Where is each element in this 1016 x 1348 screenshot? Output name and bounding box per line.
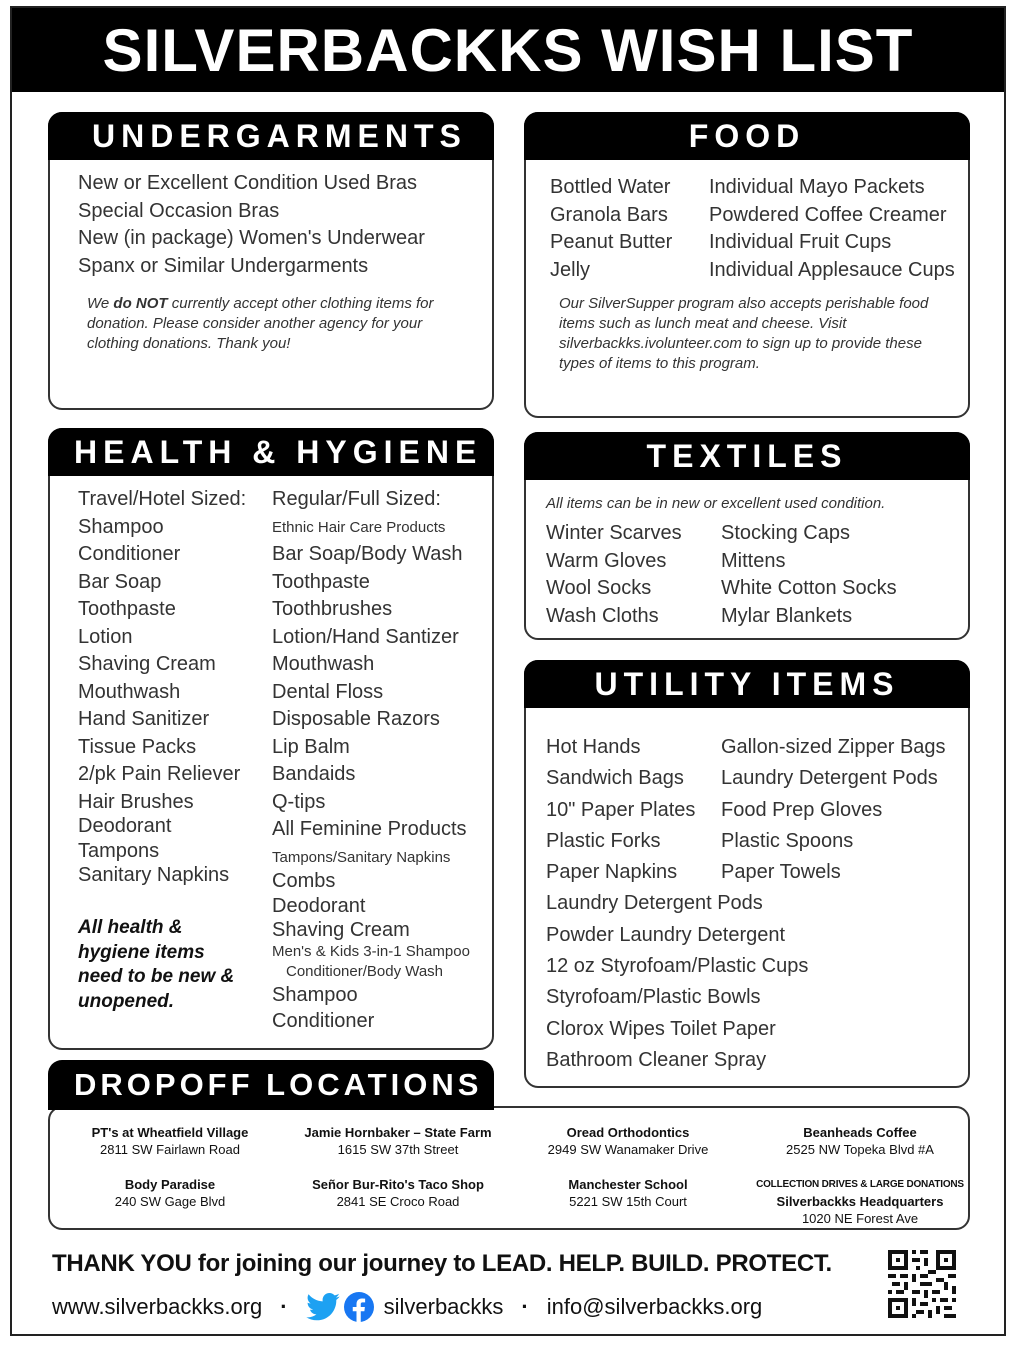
contact-line xyxy=(52,1292,762,1322)
list-item: Sandwich Bags xyxy=(546,767,684,790)
list-item: 10" Paper Plates xyxy=(546,798,696,821)
undergarments-list xyxy=(78,170,425,280)
list-item: Conditioner xyxy=(272,1009,375,1032)
list-item: Toothpaste xyxy=(78,598,176,620)
textiles-panel xyxy=(524,432,970,640)
list-item: Lotion xyxy=(78,625,133,648)
list-item: Wash Cloths xyxy=(546,604,659,627)
separator-dot: · xyxy=(521,1294,529,1319)
list-item: Ethnic Hair Care Products xyxy=(272,518,446,536)
list-item: Conditioner xyxy=(78,543,181,565)
list-item: Laundry Detergent Pods xyxy=(721,767,938,790)
list-item: Toothpaste xyxy=(272,570,370,593)
list-item: Winter Scarves xyxy=(546,522,682,544)
list-item: Stocking Caps xyxy=(721,522,850,544)
undergarments-heading: UNDERGARMENTS xyxy=(48,112,494,160)
website-link[interactable]: www.silverbackks.org xyxy=(52,1294,263,1319)
list-item: Deodorant xyxy=(78,815,172,837)
list-item: Powder Laundry Detergent xyxy=(546,923,786,946)
list-item: Shaving Cream xyxy=(78,653,216,675)
food-heading: FOOD xyxy=(524,112,970,160)
list-item: Laundry Detergent Pods xyxy=(546,892,763,915)
page-title: SILVERBACKKS WISH LIST xyxy=(12,8,1004,92)
list-item: Men's & Kids 3-in-1 Shampoo xyxy=(272,942,470,960)
list-item: Mylar Blankets xyxy=(721,604,853,627)
qr-code-icon[interactable] xyxy=(888,1250,956,1318)
health-panel xyxy=(48,428,494,1050)
health-col1 xyxy=(78,486,246,887)
social-handle[interactable]: silverbackks xyxy=(383,1294,504,1319)
list-item: White Cotton Socks xyxy=(721,577,897,599)
food-panel xyxy=(524,112,970,418)
location-item: Oread Orthodontics 2949 SW Wanamaker Drive xyxy=(547,1125,709,1157)
list-item: Tissue Packs xyxy=(78,735,197,758)
list-item: Disposable Razors xyxy=(272,708,440,730)
list-item: Paper Napkins xyxy=(546,861,678,884)
location-item: PT's at Wheatfield Village 2811 SW Fairlawn Road xyxy=(91,1125,249,1157)
list-item: Individual Fruit Cups xyxy=(709,231,892,253)
list-item: Powdered Coffee Creamer xyxy=(709,203,947,226)
utility-heading: UTILITY ITEMS xyxy=(524,660,970,708)
list-item: Shampoo xyxy=(272,983,358,1006)
list-item: Deodorant xyxy=(272,894,366,917)
facebook-icon[interactable] xyxy=(344,1292,374,1322)
list-item: Lotion/Hand Santizer xyxy=(272,625,459,648)
list-item: Styrofoam/Plastic Bowls xyxy=(546,986,761,1009)
list-item: Spanx or Similar Undergarments xyxy=(78,254,369,277)
list-item: Tampons/Sanitary Napkins xyxy=(272,848,451,866)
undergarments-panel xyxy=(48,112,494,410)
twitter-icon[interactable] xyxy=(306,1293,340,1321)
list-item: Hand Sanitizer xyxy=(78,708,210,730)
health-note: All health & hygiene items need to be new & unopened. xyxy=(78,917,235,1012)
textiles-col2 xyxy=(721,520,897,630)
utility-panel xyxy=(524,660,970,1088)
list-item: New or Excellent Condition Used Bras xyxy=(78,172,418,194)
list-item: Dental Floss xyxy=(272,680,384,703)
food-col1 xyxy=(550,174,672,284)
list-item: Mouthwash xyxy=(272,653,375,675)
undergarments-note: We do NOT currently accept other clothing items for donation. Please consider another agency for your clothing donations. Thank you! xyxy=(87,295,434,352)
list-item: Hair Brushes xyxy=(78,790,194,813)
list-item: Combs xyxy=(272,870,336,892)
list-item: Clorox Wipes Toilet Paper xyxy=(546,1017,776,1040)
list-item: Plastic Forks xyxy=(546,829,661,852)
dropoff-panel xyxy=(48,1106,970,1230)
email-link[interactable]: info@silverbackks.org xyxy=(546,1294,763,1319)
list-item: Tampons xyxy=(78,839,160,862)
list-item: Peanut Butter xyxy=(550,231,673,253)
list-item: Toothbrushes xyxy=(272,598,393,620)
list-item: Bottled Water xyxy=(550,176,671,198)
location-item: Señor Bur-Rito's Taco Shop 2841 SE Croco Road xyxy=(312,1177,484,1209)
separator-dot: · xyxy=(280,1294,288,1319)
location-item: COLLECTION DRIVES & LARGE DONATIONS Silverbackks Headquarters 1020 NE Forest Ave xyxy=(756,1179,964,1226)
column-header: Regular/Full Sized: xyxy=(272,488,441,510)
list-item: All Feminine Products xyxy=(272,818,467,840)
list-item: Food Prep Gloves xyxy=(721,798,883,821)
health-col2 xyxy=(272,486,470,1035)
food-note: Our SilverSupper program also accepts perishable food items such as lunch meat and cheese. Visit silverbackks.ivolunteer.com to sign up to provide these types of items to this program. xyxy=(559,295,929,372)
list-item: Conditioner/Body Wash xyxy=(286,962,444,980)
list-item: Bathroom Cleaner Spray xyxy=(546,1048,767,1071)
list-item: Shampoo xyxy=(78,515,164,538)
location-item: Body Paradise 240 SW Gage Blvd xyxy=(114,1177,226,1209)
textiles-col1 xyxy=(546,520,682,630)
health-heading: HEALTH & HYGIENE xyxy=(48,428,494,476)
list-item: Bar Soap xyxy=(78,570,162,593)
list-item: Q-tips xyxy=(272,790,326,813)
utility-col2 xyxy=(721,732,946,888)
location-item: Jamie Hornbaker – State Farm 1615 SW 37th Street xyxy=(304,1125,492,1157)
textiles-heading: TEXTILES xyxy=(524,432,970,480)
location-item: Beanheads Coffee 2525 NW Topeka Blvd #A xyxy=(786,1125,934,1157)
list-item: 12 oz Styrofoam/Plastic Cups xyxy=(546,955,809,978)
list-item: Mouthwash xyxy=(78,680,181,703)
list-item: Bandaids xyxy=(272,763,356,785)
food-col2 xyxy=(709,174,955,284)
list-item: New (in package) Women's Underwear xyxy=(78,227,425,249)
list-item: Gallon-sized Zipper Bags xyxy=(721,736,946,758)
list-item: Mittens xyxy=(721,549,786,572)
list-item: Individual Mayo Packets xyxy=(709,176,925,198)
column-header: Travel/Hotel Sized: xyxy=(78,488,247,510)
textiles-note: All items can be in new or excellent used condition. xyxy=(546,495,886,512)
list-item: Warm Gloves xyxy=(546,549,667,572)
list-item: Paper Towels xyxy=(721,861,841,884)
list-item: Granola Bars xyxy=(550,203,668,226)
list-item: Shaving Cream xyxy=(272,919,410,941)
location-item: Manchester School 5221 SW 15th Court xyxy=(568,1177,688,1209)
list-item: Wool Socks xyxy=(546,577,652,599)
thank-you-line: THANK YOU for joining our journey to LEAD. HELP. BUILD. PROTECT. xyxy=(52,1250,832,1277)
list-item: Lip Balm xyxy=(272,735,350,758)
list-item: Bar Soap/Body Wash xyxy=(272,543,463,565)
list-item: Plastic Spoons xyxy=(721,829,854,852)
list-item: Special Occasion Bras xyxy=(78,199,280,222)
list-item: Jelly xyxy=(550,258,591,281)
list-item: Sanitary Napkins xyxy=(78,864,230,886)
list-item: Hot Hands xyxy=(546,736,641,758)
list-item: 2/pk Pain Reliever xyxy=(78,763,241,785)
dropoff-heading: DROPOFF LOCATIONS xyxy=(48,1060,494,1110)
list-item: Individual Applesauce Cups xyxy=(709,258,955,281)
